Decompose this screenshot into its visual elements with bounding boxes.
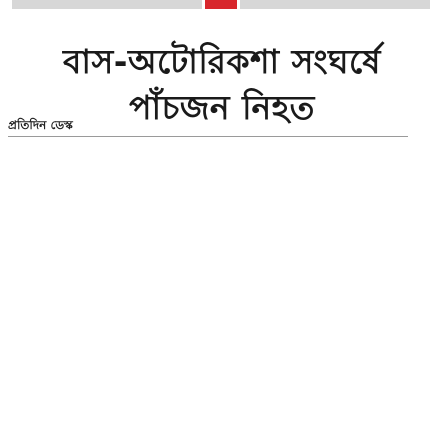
headline-line-2: পাঁচজন নিহত (129, 88, 315, 128)
masthead-strip (0, 0, 444, 12)
byline-divider (8, 136, 408, 137)
article-body (8, 150, 436, 430)
headline-line-1: বাস-অটোরিকশা সংঘর্ষে (63, 42, 381, 82)
masthead-bar-left (12, 0, 202, 9)
masthead-bar-accent (205, 0, 237, 9)
byline: প্রতিদিন ডেস্ক (8, 118, 73, 132)
masthead-bar-right (240, 0, 430, 9)
